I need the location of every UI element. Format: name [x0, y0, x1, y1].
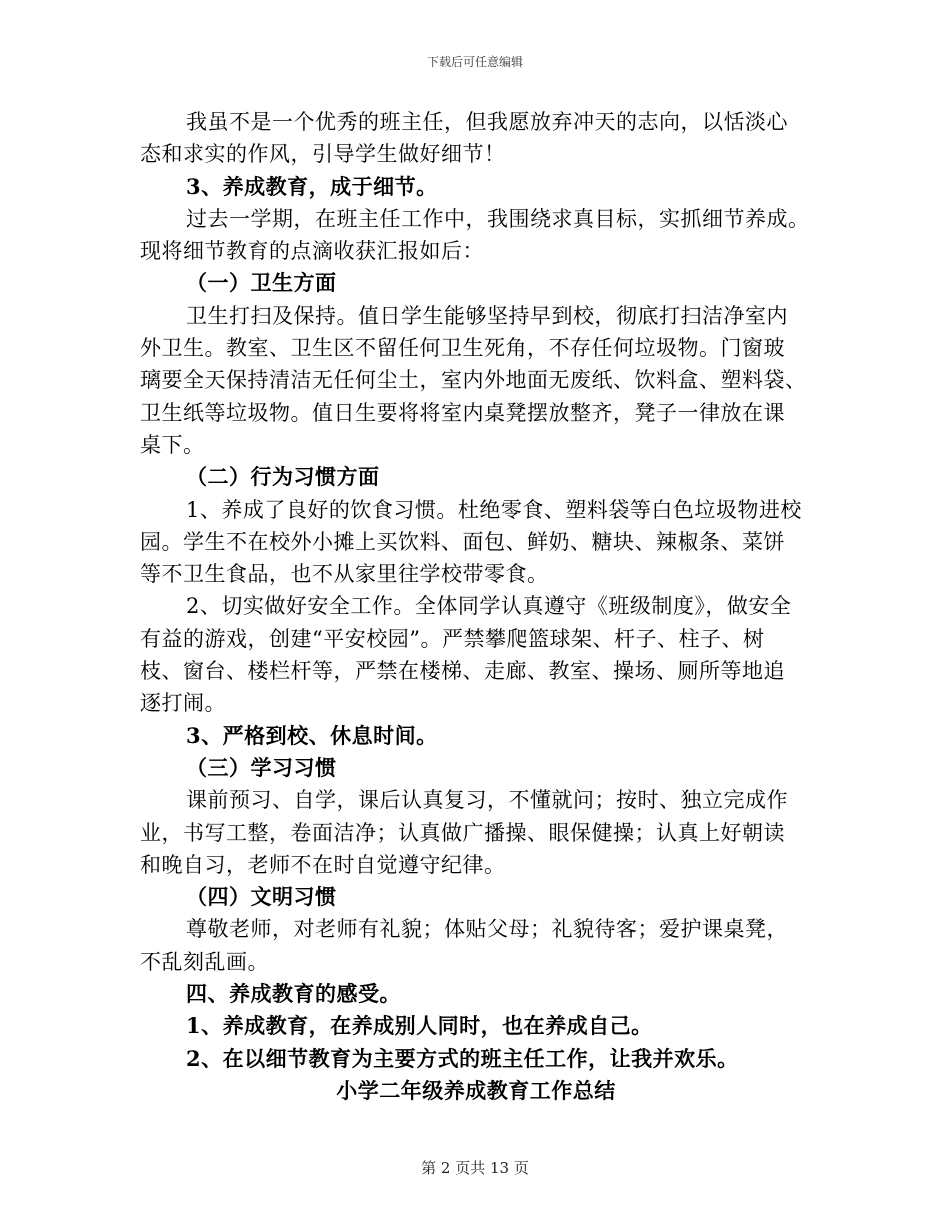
document-body — [140, 106, 812, 1107]
paragraph-line: 尊敬老师，对老师有礼貌；体贴父母；礼貌待客；爱护课桌凳， — [186, 917, 788, 942]
paragraph-line: 课前预习、自学，课后认真复习，不懂就问；按时、独立完成作 — [186, 788, 788, 813]
section-heading: 3、严格到校、休息时间。 — [186, 722, 438, 748]
paragraph-line: 过去一学期，在班主任工作中，我围绕求真目标，实抓细节养成。 — [186, 206, 810, 231]
paragraph-line: 枝、窗台、楼栏杆等，严禁在楼梯、走廊、教室、操场、厕所等地追 — [140, 659, 785, 684]
paragraph-line: 现将细节教育的点滴收获汇报如后： — [140, 239, 484, 264]
paragraph-line: 态和求实的作风，引导学生做好细节！ — [140, 142, 506, 167]
paragraph-line: 逐打闹。 — [140, 691, 226, 716]
paragraph-line: 业，书写工整，卷面洁净；认真做广播操、眼保健操；认真上好朝读 — [140, 820, 785, 845]
section-heading: 四、养成教育的感受。 — [186, 981, 401, 1007]
paragraph-line: 有益的游戏，创建“平安校园”。严禁攀爬篮球架、杆子、柱子、树 — [140, 626, 765, 651]
paragraph-line: 2、切实做好安全工作。全体同学认真遵守《班级制度》，做安全 — [186, 594, 792, 619]
paragraph-line: 外卫生。教室、卫生区不留任何卫生死角，不存任何垃圾物。门窗玻 — [140, 336, 785, 361]
paragraph-line: 等不卫生食品，也不从家里往学校带零食。 — [140, 562, 549, 587]
paragraph-line: 1、养成了良好的饮食习惯。杜绝零食、塑料袋等白色垃圾物进校 — [186, 497, 802, 522]
paragraph-line: 园。学生不在校外小摊上买饮料、面包、鲜奶、糖块、辣椒条、菜饼 — [140, 529, 785, 554]
document-title: 小学二年级养成教育工作总结 — [336, 1077, 616, 1103]
paragraph-line: 璃要全天保持清洁无任何尘土，室内外地面无废纸、饮料盒、塑料袋、 — [140, 368, 807, 393]
paragraph-line: 不乱刻乱画。 — [140, 949, 269, 974]
paragraph-line: 卫生打扫及保持。值日学生能够坚持早到校，彻底打扫洁净室内 — [186, 303, 788, 328]
paragraph-line: 桌下。 — [140, 432, 205, 457]
subsection-heading: （一）卫生方面 — [186, 270, 337, 296]
subsection-heading: （二）行为习惯方面 — [186, 464, 380, 490]
subsection-heading: （四）文明习惯 — [186, 884, 337, 910]
section-heading: 2、在以细节教育为主要方式的班主任工作，让我并欢乐。 — [186, 1045, 739, 1071]
section-heading: 1、养成教育，在养成别人同时，也在养成自己。 — [186, 1013, 653, 1039]
page-number: 第 2 页共 13 页 — [421, 1159, 529, 1177]
paragraph-line: 我虽不是一个优秀的班主任，但我愿放弃冲天的志向，以恬淡心 — [186, 110, 788, 134]
section-heading: 3、养成教育，成于细节。 — [186, 173, 438, 199]
paragraph-line: 和晚自习，老师不在时自觉遵守纪律。 — [140, 852, 506, 877]
page-header: 下载后可任意编辑 — [426, 55, 523, 69]
paragraph-line: 卫生纸等垃圾物。值日生要将将室内桌凳摆放整齐，凳子一律放在课 — [140, 400, 785, 425]
subsection-heading: （三）学习习惯 — [186, 754, 337, 780]
